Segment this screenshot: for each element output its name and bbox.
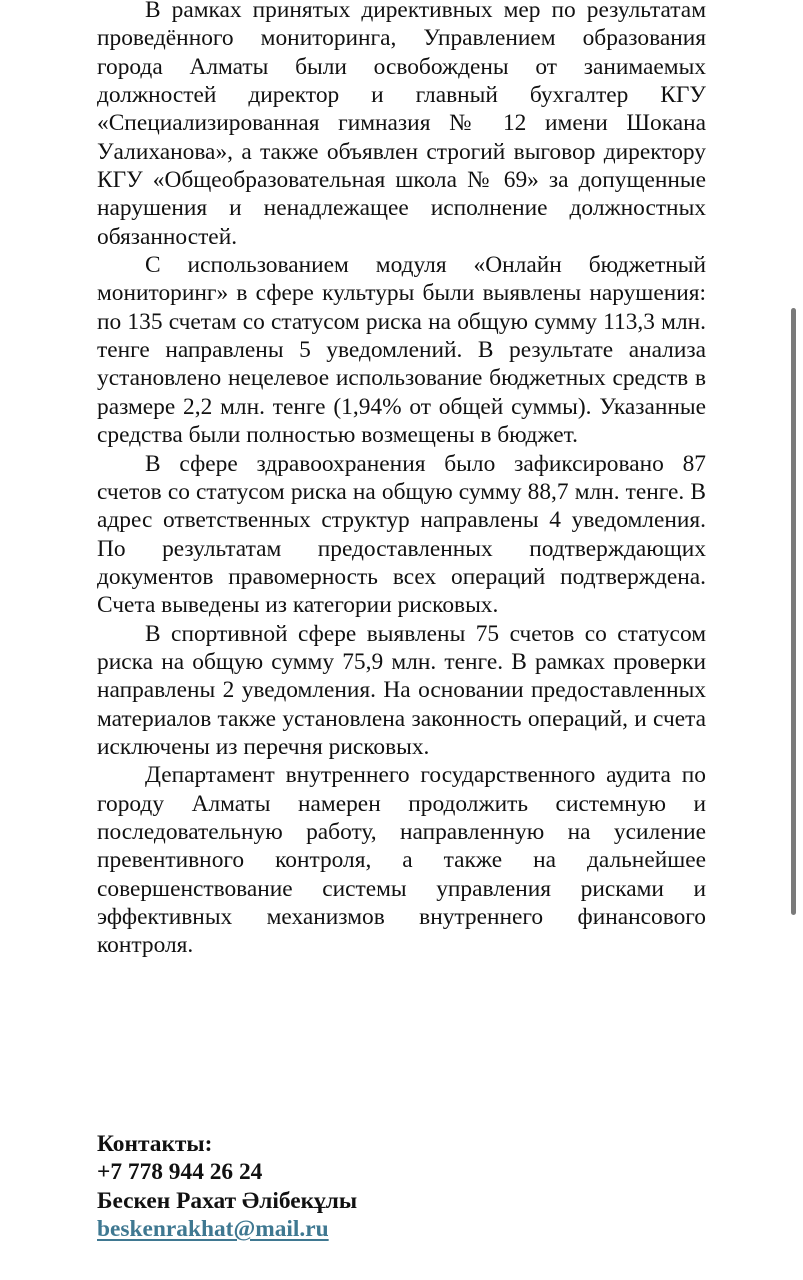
- contact-email-link[interactable]: beskenrakhat@mail.ru: [97, 1215, 329, 1242]
- vertical-scrollbar[interactable]: [791, 308, 796, 915]
- contacts-heading: Контакты:: [97, 1131, 213, 1157]
- contact-name: Бескен Рахат Әлібекұлы: [97, 1187, 358, 1214]
- document-body: [97, 0, 706, 960]
- paragraph-culture-sphere: С использованием модуля «Онлайн бюджетный мониторинг» в сфере культуры были выявлены нарушения: по 135 счетам со статусом риска на общую сумму 113,3 млн. тенге направлены 5 уведомлений. В результате анализа установлено нецелевое использование бюджетных средств в размере 2,2 млн. тенге (1,94% от общей суммы). Указанные средства были полностью возмещены в бюджет.: [97, 252, 706, 449]
- paragraph-directive-measures: В рамках принятых директивных мер по результатам проведённого мониторинга, Управлением образования города Алматы были освобождены от занимаемых должностей директор и главный бухгалтер КГУ «Специализированная гимназия № 12 имени Шокана Уалиханова», а также объявлен строгий выговор директору КГУ «Общеобразовательная школа № 69» за допущенные нарушения и ненадлежащее исполнение должностных обязанностей.: [97, 0, 706, 250]
- contact-phone[interactable]: +7 778 944 26 24: [97, 1159, 263, 1186]
- paragraph-healthcare-sphere: В сфере здравоохранения было зафиксировано 87 счетов со статусом риска на общую сумму 88,7 млн. тенге. В адрес ответственных структур направлены 4 уведомления. По результатам предоставленных подтверждающих документов правомерность всех операций подтверждена. Счета выведены из категории рисковых.: [97, 450, 706, 619]
- contacts-block: [97, 1130, 357, 1243]
- paragraph-department-plans: Департамент внутреннего государственного аудита по городу Алматы намерен продолжить системную и последовательную работу, направленную на усиление превентивного контроля, а также на дальнейшее совершенствование системы управления рисками и эффективных механизмов внутреннего финансового контроля.: [97, 762, 706, 959]
- paragraph-sports-sphere: В спортивной сфере выявлены 75 счетов со статусом риска на общую сумму 75,9 млн. тенге. В рамках проверки направлены 2 уведомления. На основании предоставленных материалов также установлена законность операций, и счета исключены из перечня рисковых.: [97, 620, 706, 760]
